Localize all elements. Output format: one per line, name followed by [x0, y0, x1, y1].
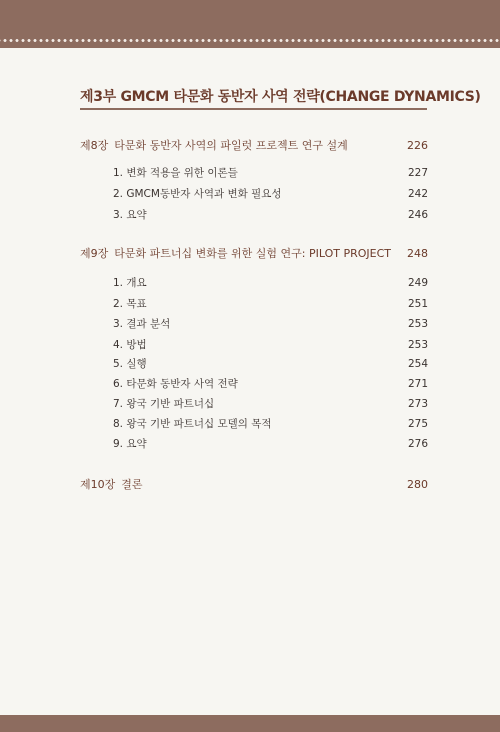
chapter-title: 타문화 동반자 사역의 파일럿 프로젝트 연구 설계	[114, 139, 348, 152]
toc-item-label: 1. 변화 적용을 위한 이론들	[113, 167, 238, 179]
toc-item[interactable]	[113, 274, 428, 292]
toc-item[interactable]	[113, 415, 428, 433]
toc-item[interactable]	[113, 185, 428, 203]
chapter-number: 제8장	[80, 139, 109, 152]
part-title: 제3부 GMCM 타문화 동반자 사역 전략(CHANGE DYNAMICS)	[80, 86, 427, 110]
toc-item-label: 1. 개요	[113, 277, 147, 289]
toc-item-page: 251	[407, 298, 428, 310]
toc-item[interactable]	[113, 355, 428, 373]
toc-item[interactable]	[113, 395, 428, 413]
toc-item-page: 254	[407, 358, 428, 370]
toc-item-page: 227	[407, 167, 428, 179]
chapter-title: 타문화 파트너십 변화를 위한 실험 연구: PILOT PROJECT	[114, 247, 391, 260]
toc-item-label: 6. 타문화 동반자 사역 전략	[113, 378, 238, 390]
toc-item-label: 8. 왕국 기반 파트너십 모델의 목적	[113, 418, 272, 430]
toc-item-label: 5. 실행	[113, 358, 147, 370]
toc-item-label: 7. 왕국 기반 파트너십	[113, 398, 215, 410]
toc-item-page: 242	[407, 188, 428, 200]
toc-item-page: 253	[407, 339, 428, 351]
toc-item-label: 3. 결과 분석	[113, 318, 171, 330]
toc-item-page: 273	[407, 398, 428, 410]
toc-item-label: 3. 요약	[113, 209, 147, 221]
toc-item[interactable]	[113, 375, 428, 393]
toc-item-page: 253	[407, 318, 428, 330]
dotted-border	[0, 38, 500, 43]
chapter-page: 280	[407, 478, 428, 491]
toc-item-page: 276	[407, 438, 428, 450]
chapter-page: 248	[407, 247, 428, 260]
toc-item[interactable]	[113, 295, 428, 313]
toc-item[interactable]	[113, 336, 428, 354]
chapter-title: 결론	[121, 478, 143, 491]
chapter-9-entry[interactable]	[80, 245, 428, 263]
toc-item-label: 2. GMCM동반자 사역과 변화 필요성	[113, 188, 282, 200]
chapter-number: 제9장	[80, 247, 109, 260]
toc-item-page: 271	[407, 378, 428, 390]
toc-item[interactable]	[113, 315, 428, 333]
chapter-8-entry[interactable]	[80, 137, 428, 155]
toc-item[interactable]	[113, 164, 428, 182]
chapter-page: 226	[407, 139, 428, 152]
toc-item-page: 249	[407, 277, 428, 289]
chapter-10-entry[interactable]	[80, 476, 428, 494]
toc-item-label: 9. 요약	[113, 438, 147, 450]
toc-item[interactable]	[113, 435, 428, 453]
bottom-decorative-band	[0, 715, 500, 732]
toc-item-page: 275	[407, 418, 428, 430]
toc-item[interactable]	[113, 206, 428, 224]
toc-item-label: 2. 목표	[113, 298, 147, 310]
toc-item-label: 4. 방법	[113, 339, 147, 351]
chapter-number: 제10장	[80, 478, 116, 491]
toc-item-page: 246	[407, 209, 428, 221]
